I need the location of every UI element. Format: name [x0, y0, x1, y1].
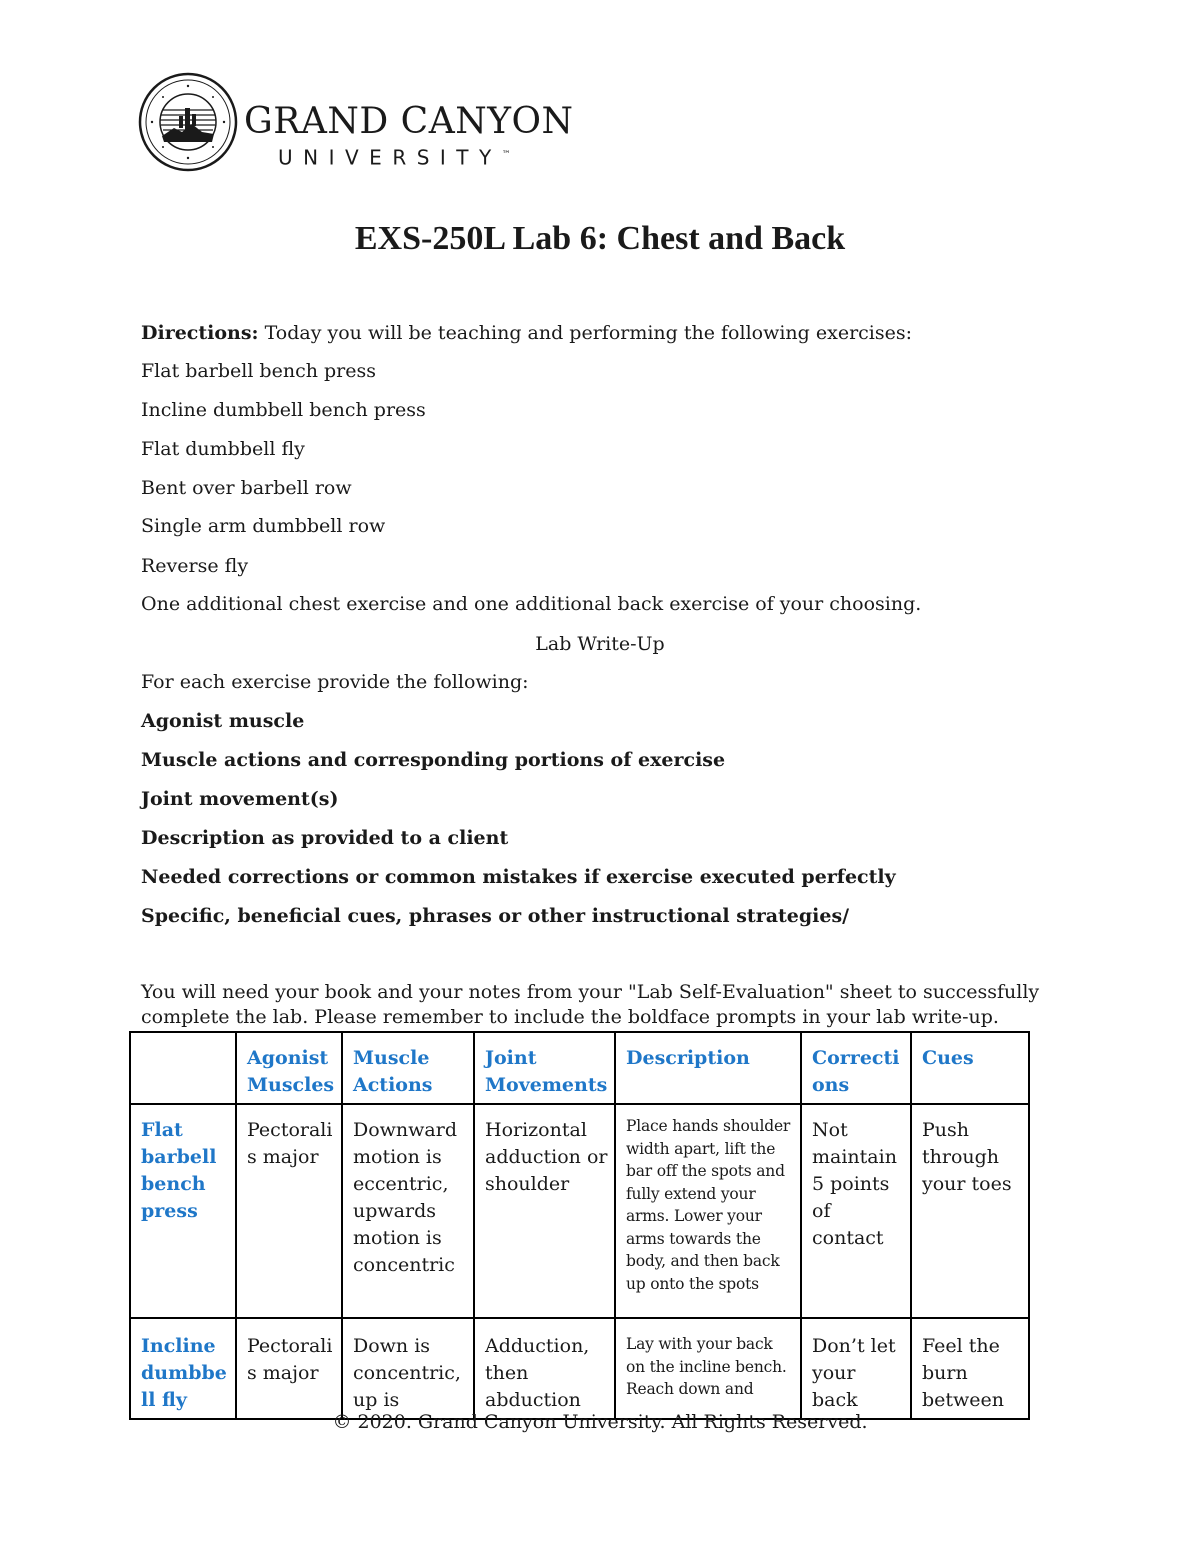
prompt-item: Specific, beneficial cues, phrases or other instructional strategies/ — [141, 905, 850, 927]
cues-cell: Feel the burn between — [911, 1318, 1029, 1419]
gcu-seal-icon — [138, 72, 238, 172]
header-cell-actions: Muscle Actions — [342, 1032, 474, 1104]
exercise-table — [129, 1031, 1030, 1420]
header-cell-agonist: Agonist Muscles — [236, 1032, 342, 1104]
actions-cell: Downward motion is eccentric, upwards motion is concentric — [342, 1104, 474, 1318]
joint-cell: Adduction, then abduction — [474, 1318, 615, 1419]
exercise-name-cell: Incline dumbbe ll fly — [130, 1318, 236, 1419]
directions-text: Today you will be teaching and performing the following exercises: — [258, 322, 913, 344]
actions-cell: Down is concentric, up is — [342, 1318, 474, 1419]
agonist-cell: Pectorali s major — [236, 1104, 342, 1318]
description-cell: Lay with your back on the incline bench. Reach down and — [615, 1318, 801, 1419]
cues-cell: Push through your toes — [911, 1104, 1029, 1318]
wordmark-line2 — [278, 142, 574, 171]
corrections-cell: Don’t let your back — [801, 1318, 911, 1419]
prompt-item: Joint movement(s) — [141, 788, 339, 810]
exercise-item: Flat barbell bench press — [141, 360, 376, 382]
agonist-cell: Pectorali s major — [236, 1318, 342, 1419]
corrections-cell: Not maintain 5 points of contact — [801, 1104, 911, 1318]
instructions-note: You will need your book and your notes from your "Lab Self-Evaluation" sheet to successfully complete the lab. Please remember to include the boldface prompts in your lab write-up. — [141, 981, 1040, 1028]
directions-label: Directions: — [141, 322, 259, 344]
copyright-footer: © 2020. Grand Canyon University. All Rights Reserved. — [332, 1411, 868, 1433]
table-header-row — [130, 1032, 1029, 1104]
header-cell-cues: Cues — [911, 1032, 1029, 1104]
exercise-item: Bent over barbell row — [141, 477, 352, 499]
writeup-heading: Lab Write-Up — [535, 633, 665, 655]
prompt-item: Description as provided to a client — [141, 827, 509, 849]
joint-cell: Horizontal adduction or shoulder — [474, 1104, 615, 1318]
page-title: EXS-250L Lab 6: Chest and Back — [354, 220, 846, 257]
university-logo — [138, 72, 578, 172]
directions-line — [141, 321, 1041, 345]
wordmark-line2-text: UNIVERSITY — [278, 145, 502, 170]
exercise-item: Incline dumbbell bench press — [141, 399, 426, 421]
header-cell-description: Description — [615, 1032, 801, 1104]
exercise-item: Flat dumbbell fly — [141, 438, 305, 460]
trademark-mark: ™ — [501, 150, 511, 160]
table-row — [130, 1104, 1029, 1318]
prompt-item: Muscle actions and corresponding portions of exercise — [141, 749, 726, 771]
university-wordmark — [244, 102, 574, 171]
wordmark-line1: GRAND CANYON — [244, 101, 574, 142]
exercise-name-cell: Flat barbell bench press — [130, 1104, 236, 1318]
writeup-intro: For each exercise provide the following: — [141, 671, 529, 693]
exercise-item: Reverse fly — [141, 555, 249, 577]
header-cell-corrections: Correcti ons — [801, 1032, 911, 1104]
header-cell-joint: Joint Movements — [474, 1032, 615, 1104]
description-cell: Place hands shoulder width apart, lift the bar off the spots and fully extend your arms. Lower your arms towards the body, and then back up onto the spots — [615, 1104, 801, 1318]
exercise-item: One additional chest exercise and one additional back exercise of your choosing. — [141, 593, 922, 615]
prompt-item: Agonist muscle — [141, 710, 305, 732]
prompt-item: Needed corrections or common mistakes if exercise executed perfectly — [141, 866, 896, 888]
table-row — [130, 1318, 1029, 1419]
exercise-item: Single arm dumbbell row — [141, 515, 386, 537]
header-cell-exercise — [130, 1032, 236, 1104]
